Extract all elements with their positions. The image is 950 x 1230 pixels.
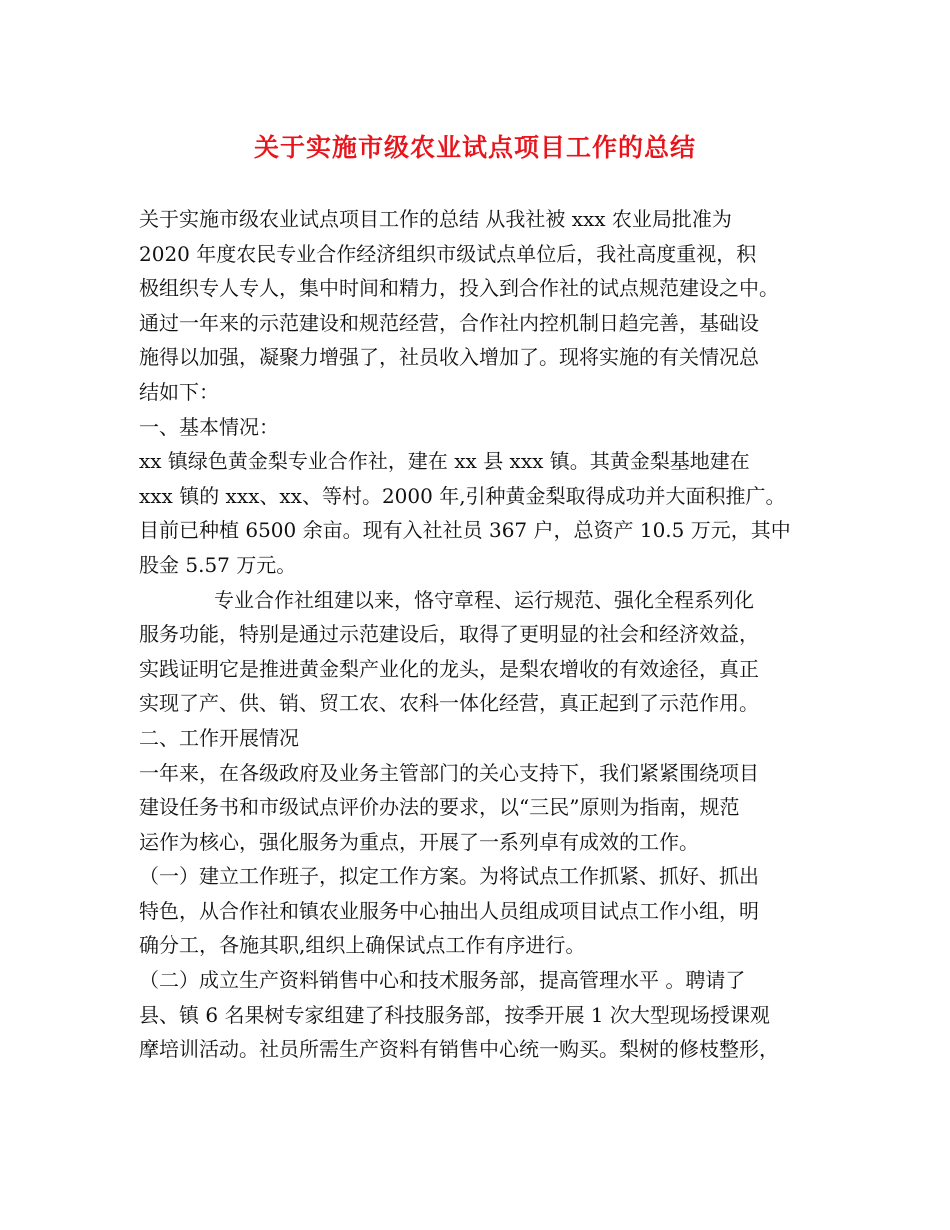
document-title: 关于实施市级农业试点项目工作的总结 bbox=[253, 133, 696, 162]
text-line-9: xxx 镇的 xxx、xx、等村。2000 年,引种黄金梨取得成功并大面积推广。 bbox=[139, 483, 786, 508]
text-line-19: 运作为核心，强化服务为重点，开展了一系列卓有成效的工作。 bbox=[139, 829, 699, 854]
text-line-23: （二）成立生产资料销售中心和技术服务部，提高管理水平 。聘请了 bbox=[139, 968, 746, 993]
text-line-3: 极组织专人专人，集中时间和精力，投入到合作社的试点规范建设之中。 bbox=[139, 276, 779, 301]
text-line-22: 确分工，各施其职,组织上确保试点工作有序进行。 bbox=[139, 933, 586, 958]
text-line-6: 结如下： bbox=[139, 379, 219, 404]
text-line-4: 通过一年来的示范建设和规范经营，合作社内控机制日趋完善，基础设 bbox=[139, 310, 759, 335]
text-line-11: 股金 5.57 万元。 bbox=[139, 552, 297, 577]
document-body bbox=[139, 202, 829, 1067]
text-line-14: 实践证明它是推进黄金梨产业化的龙头，是梨农增收的有效途径，真正 bbox=[139, 656, 759, 681]
text-line-2: 2020 年度农民专业合作经济组织市级试点单位后，我社高度重视，积 bbox=[139, 241, 757, 266]
text-line-17: 一年来，在各级政府及业务主管部门的关心支持下，我们紧紧围绕项目 bbox=[139, 760, 759, 785]
text-line-24: 县、镇 6 名果树专家组建了科技服务部，按季开展 1 次大型现场授课观 bbox=[139, 1002, 770, 1027]
text-line-25: 摩培训活动。社员所需生产资料有销售中心统一购买。梨树的修枝整形， bbox=[139, 1037, 779, 1062]
text-line-21: 特色，从合作社和镇农业服务中心抽出人员组成项目试点工作小组，明 bbox=[139, 898, 759, 923]
text-line-13: 服务功能，特别是通过示范建设后，取得了更明显的社会和经济效益， bbox=[139, 622, 759, 647]
section-heading-work-progress: 二、工作开展情况 bbox=[139, 725, 299, 750]
text-line-5: 施得以加强，凝聚力增强了，社员收入增加了。现将实施的有关情况总 bbox=[139, 345, 759, 370]
text-line-18: 建设任务书和市级试点评价办法的要求，以“三民”原则为指南，规范 bbox=[139, 795, 740, 820]
text-line-8: xx 镇绿色黄金梨专业合作社，建在 xx 县 xxx 镇。其黄金梨基地建在 bbox=[139, 449, 750, 474]
text-line-20: （一）建立工作班子，拟定工作方案。为将试点工作抓紧、抓好、抓出 bbox=[139, 864, 759, 889]
text-line-15: 实现了产、供、销、贸工农、农科一体化经营，真正起到了示范作用。 bbox=[139, 691, 759, 716]
text-line-10: 目前已种植 6500 余亩。现有入社社员 367 户，总资产 10.5 万元，其中 bbox=[139, 518, 791, 543]
text-line-1: 关于实施市级农业试点项目工作的总结 从我社被 xxx 农业局批准为 bbox=[139, 207, 732, 231]
text-line-12: 专业合作社组建以来，恪守章程、运行规范、强化全程系列化 bbox=[214, 587, 754, 612]
section-heading-basic-info: 一、基本情况： bbox=[139, 414, 279, 439]
